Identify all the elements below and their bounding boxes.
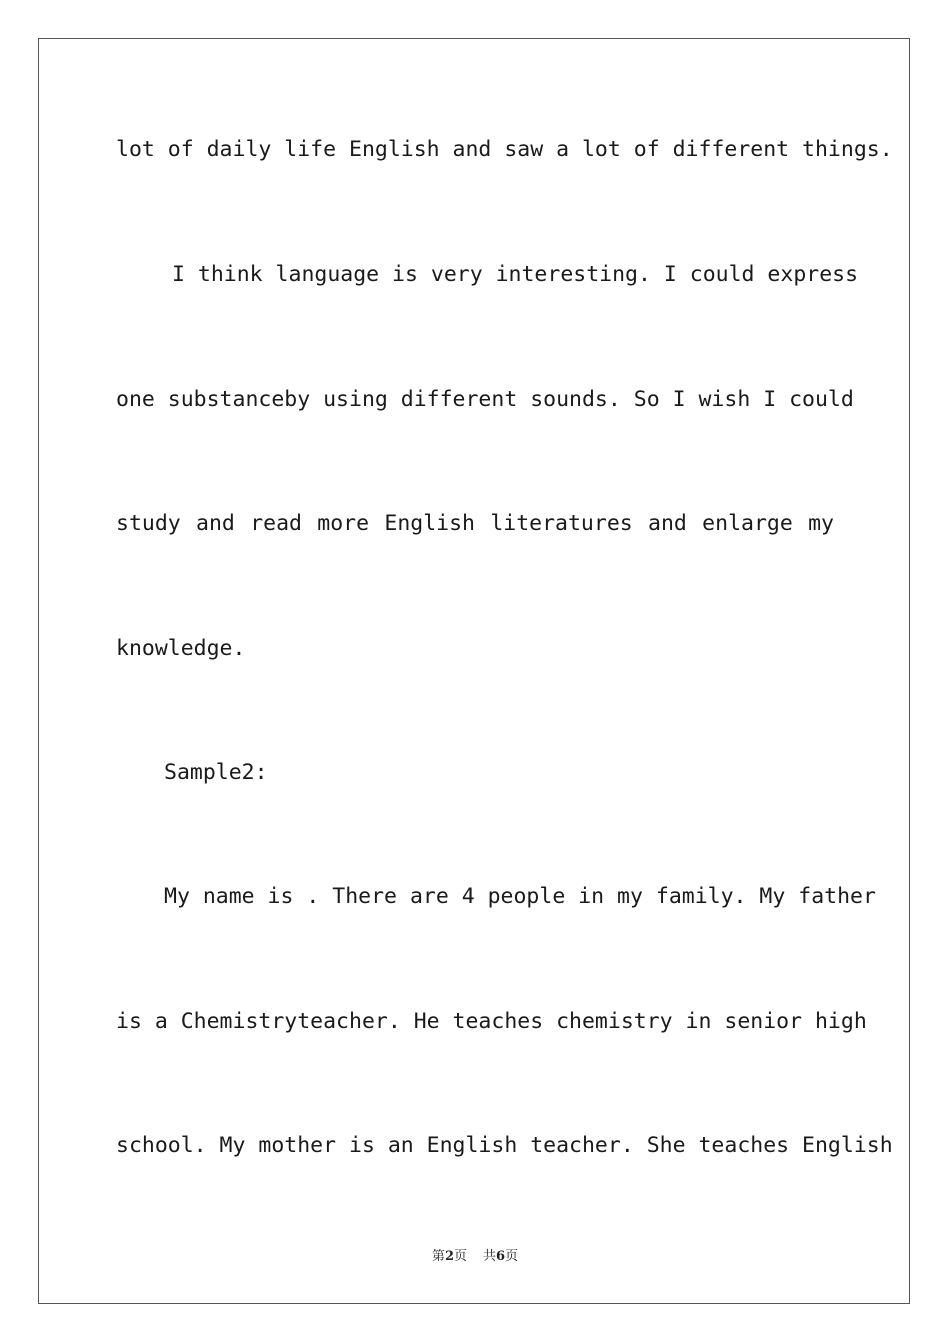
text-line-8: is a Chemistryteacher. He teaches chemistry in senior high (116, 1009, 867, 1034)
page-footer (0, 1247, 950, 1267)
page-number-suffix: 页 (453, 1249, 467, 1264)
text-line-3: one substanceby using different sounds. So I wish I could (116, 387, 854, 412)
page-frame (38, 38, 910, 1304)
text-line-7: My name is . There are 4 people in my family. My father (164, 884, 876, 909)
page-number-current: 2 (444, 1249, 454, 1264)
page-total-suffix: 页 (505, 1249, 519, 1264)
text-line-4: study and read more English literatures and enlarge my (116, 511, 834, 536)
page-total-count: 6 (496, 1249, 506, 1264)
text-line-5: knowledge. (116, 636, 246, 661)
page-number-prefix: 第 (431, 1249, 445, 1264)
sample-heading: Sample2: (164, 760, 268, 785)
text-line-2: I think language is very interesting. I could express (172, 262, 859, 287)
text-line-1: lot of daily life English and saw a lot of different things. (116, 137, 893, 162)
page-total-prefix: 共 (483, 1249, 497, 1264)
text-line-9: school. My mother is an English teacher. She teaches English (116, 1133, 893, 1158)
